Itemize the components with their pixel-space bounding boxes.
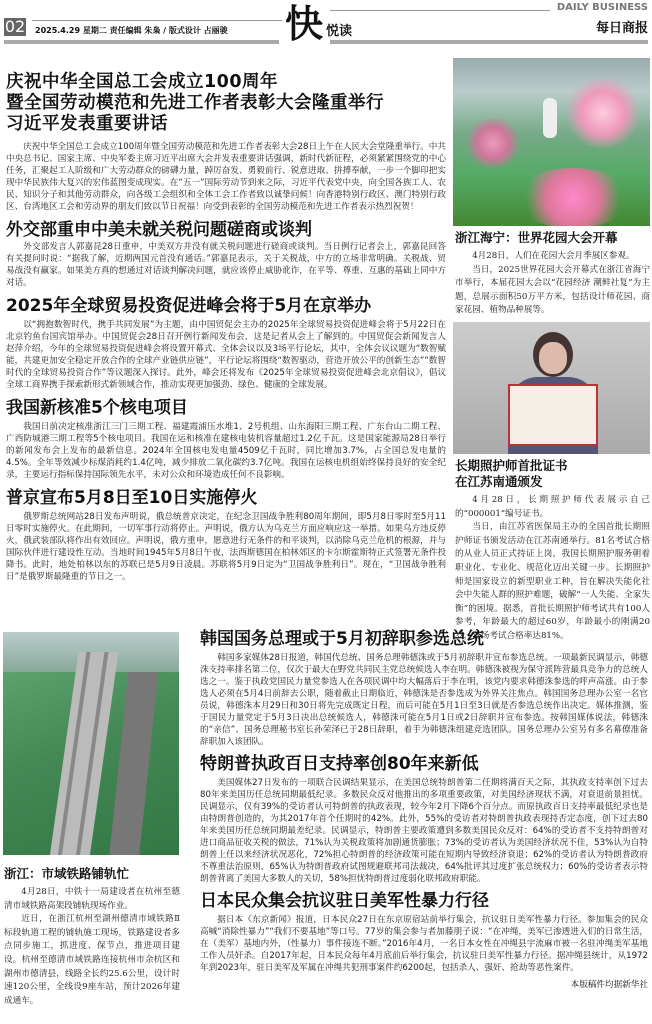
photo-caption-certificate [455, 458, 650, 644]
brand-en: DAILY BUSINESS [556, 2, 648, 13]
article-title: 2025年全球贸易投资促进峰会将于5月在京举办 [6, 296, 372, 316]
photo-title: 浙江：市域铁路铺轨忙 [4, 866, 130, 881]
caption-text: 4月28日，中铁十一局建设者在杭州至德清市域铁路高架段铺轨现场作业。 [4, 887, 180, 911]
article-title: 日本民众集会抗议驻日美军性暴力行径 [200, 891, 489, 911]
article-body: 美国媒体27日发布的一项联合民调结果显示，在美国总统特朗普第二任期将满百天之际，其执政支持率创下过去80年来美国历任总统同期最低纪录。多数民众反对他推出的多项重要政策，对美国经济现状不满，对衰退前景担忧。民调显示，仅有39%的受访者认可特朗普的执政表现，较今年2月下降6个百分点。而原执政百日支持率最低纪录也是由特朗普创造的，为其2017年首个任期时的42%。此外，55%的受访者对特朗普执政表现持否定态度，创下过去80年来美国历任总统同期最差纪录。民调显示，特朗普主要政策遭到多数美国民众反对：64%的受访者不支持特朗普对进口商品征收关税的做法，71%认为关税政策将加剧通货膨胀；73%的受访者认为美国经济状况不佳，53%认为自特朗普上任以来经济状况恶化，72%担心特朗普的经济政策可能在短期内导致经济衰退；62%的受访者认为特朗普政府不尊重法治原则，65%认为特朗普政府试图规避联邦司法裁决，64%批评其过度扩张总统权力；60%的受访者表示特朗普背离了美国大多数人的关切，58%担忧特朗普过度弱化联邦政府职能。 [200, 778, 648, 884]
left-column [6, 72, 446, 583]
article-trump-approval [200, 753, 648, 885]
article-body: 俄罗斯总统网站28日发布声明说，俄总统普京决定，在纪念卫国战争胜利80周年期间，即5月8日零时至5月11日零时实施停火。在此期间，一切军事行动将停止。声明说，俄方认为乌克兰方面应响应这一举措。如果乌方违反停火，俄武装部队将作出有效回应。声明说，俄方重申，愿意进行无条件的和平谈判，以消除乌克兰危机的根源，并与国际伙伴进行建设性互动。当地时间1945年5月8日午夜，法西斯德国在柏林郊区的卡尔斯霍斯特正式签署无条件投降书。此时，地处柏林以东的苏联已是5月9日凌晨。苏联将5月9日定为“卫国战争胜利日”。现在，“卫国战争胜利日”是俄罗斯最隆重的节日之一。 [6, 512, 446, 582]
header-bar [330, 40, 648, 44]
article-title: 我国新核准5个核电项目 [6, 398, 188, 418]
photo-title: 长期照护师首批证书 [455, 458, 568, 473]
article-trade-summit [6, 295, 446, 391]
article-foreign-ministry [6, 219, 446, 289]
article-title: 韩国国务总理或于5月初辞职参选总统 [200, 629, 484, 649]
lead-title-line: 习近平发表重要讲话 [6, 114, 168, 134]
source-credit: 本版稿件均据新华社 [570, 980, 648, 990]
header-bar [4, 40, 279, 44]
caption-text: 当日，2025世界花园大会开幕式在浙江省海宁市举行，本届花园大会以“花园经济 潮鲜社复”为主题，总展示面积50万平方米，包括设计师花园、商家花园、植物品种展等。 [455, 264, 650, 316]
header-rule [330, 10, 550, 11]
article-body: 韩国多家媒体28日报道，韩国代总统、国务总理韩德洙或于5月初辞职并宣布参选总统。一项最新民调显示，韩德洙支持率排名第二位，仅次于最大在野党共同民主党总统候选人李在明。韩德洙被视为保守派阵营最具竞争力的总统人选之一。鉴于执政党国民力量党参选人在各项民调中均大幅落后于李在明，该党内要求韩德洙参选的呼声高涨。由于参选人必须在5月4日前辞去公职，随着截止日期临近，韩德洙是否参选成为外界关注焦点。韩国国务总理办公室一名官员说，韩德洙本月29日和30日将先完成既定日程，而后可能在5月1日至3日就是否参选总统作出决定。媒体推测，鉴于国民力量党定于5月3日决出总统候选人，韩德洙可能在5月1日或2日辞职并宣布参选。按韩国媒体说法，韩德洙的“亲信”、国务总理秘书室长孙荣泽已于28日辞职，着手为韩德洙组建竞选团队。国务总理办公室另有多名幕僚准备辞职加入该团队。 [200, 653, 648, 747]
lead-headline [6, 72, 446, 135]
photo-caption-railway [4, 866, 180, 1008]
photo-title: 浙江海宁：世界花园大会开幕 [455, 230, 618, 245]
header-rule [32, 20, 282, 21]
lead-body: 庆祝中华全国总工会成立100周年暨全国劳动模范和先进工作者表彰大会28日上午在人民大会堂隆重举行。中共中央总书记、国家主席、中央军委主席习近平出席大会并发表重要讲话强调，新时代新征程，必须紧紧围绕党的中心任务，汇聚起工人阶级和广大劳动群众的磅礴力量，踔厉奋发、勇毅前行、锐意进取、拼搏奉献，一步一个脚印把实现中华民族伟大复兴的宏伟蓝图变成现实。在“五一”国际劳动节到来之际，习近平代表党中央，向全国各族工人、农民、知识分子和其他劳动群众，向各级工会组织和全体工会工作者致以诚挚问候！向香港特别行政区、澳门特别行政区、台湾地区工会和劳动界的朋友们致以节日祝福！向受到表彰的全国劳动模范和先进工作者表示热烈祝贺！ [6, 142, 446, 212]
article-korea-pm [200, 628, 648, 748]
article-title: 普京宣布5月8日至10日实施停火 [6, 488, 258, 508]
photo-flower-garden [453, 58, 650, 226]
article-putin-ceasefire [6, 487, 446, 583]
lead-title-line: 暨全国劳动模范和先进工作者表彰大会隆重举行 [6, 93, 384, 113]
article-title: 外交部重申中美未就关税问题磋商或谈判 [6, 220, 312, 240]
photo-railway [3, 632, 179, 855]
caption-text: 4月28日，人们在花园大会月季展区参观。 [472, 251, 635, 261]
page-number: 02 [4, 17, 26, 36]
article-japan-protest [200, 890, 648, 974]
photo-care-certificate [453, 322, 650, 454]
photo-title: 在江苏南通颁发 [455, 474, 543, 489]
article-body: 我国日前决定核准浙江三门三期工程、福建霞浦压水堆1、2号机组、山东海阳三期工程、广东台山二期工程、广西防城港三期工程等5个核电项目。我国在运和核准在建核电装机容量超过1.2亿千瓦。这是国家能源局28日举行的新闻发布会上发布的最新信息。2024年全国核电发电量4509亿千瓦时，同比增加3.7%，占全国总发电量的4.5%。全年等效减少标煤消耗约1.4亿吨，减少排放二氧化碳约3.7亿吨。我国在运核电机组始终保持良好的安全纪录，主要运行指标保持国际领先水平，未对公众和环境造成任何不良影响。 [6, 422, 446, 480]
lead-title-line: 庆祝中华全国总工会成立100周年 [6, 72, 279, 92]
brand-cn: 每日商报 [595, 21, 648, 36]
article-body: 以“拥抱数智时代，携手共同发展”为主题，由中国贸促会主办的2025年全球贸易投资促进峰会将于5月22日在北京钓鱼台国宾馆举办。中国贸促会28日召开例行新闻发布会，这是记者从会上了解到的。中国贸促会新闻发言人赵萍介绍，今年的全球贸易投资促进峰会将设置开幕式、全体会议以及3场平行论坛，其中，全体会议议题为“数智赋能，共建更加安全稳定开放合作的全球产业链供应链”，平行论坛将围绕“数智驱动，营造开放公平的创新生态”“数智时代的全球贸易投资合作”等议题深入探讨。此外，峰会还将发布《2025年全球贸易投资促进峰会北京倡议》，倡议全球工商界携手探索新形式新领域合作，推动实现更加强劲、绿色、健康的全球发展。 [6, 320, 446, 390]
caption-text: 近日，在浙江杭州至湖州德清市域铁路Ⅱ标段轨道工程的铺轨施工现场，铁路建设者多点同步施工，抓进度、保节点，推进项目建设。杭州至德清市域铁路连接杭州市余杭区和湖州市德清县，线路全长约25.6公里，设计时速120公里，全线设9座车站，预计2026年建成通车。 [4, 914, 180, 1006]
photo-caption-flower [455, 230, 650, 318]
article-body: 外交部发言人郭嘉昆28日重申，中美双方并没有就关税问题进行磋商或谈判。当日例行记者会上，郭嘉昆回答有关提问时说：“据我了解，近期两国元首没有通话。”郭嘉昆表示，关于关税战，中方的立场非常明确。关税战、贸易战没有赢家。如果美方真的想通过对话谈判解决问题，就应该停止威胁讹诈，在平等、尊重、互惠的基础上同中方对话。 [6, 242, 446, 288]
section-name: 悦读 [326, 24, 353, 39]
article-title: 特朗普执政百日支持率创80年来新低 [200, 754, 479, 774]
article-body: 据日本《东京新闻》报道，日本民众27日在东京原宿站前举行集会，抗议驻日美军性暴力行径。参加集会的民众高喊“消除性暴力”“我们不要基地”等口号。77岁的集会参与者加藤朋子说：“在冲绳，美军已渗透进入们的日常生活，在（美军）基地内外，（性暴力）事件接连不断。”2016年4月，一名日本女性在冲绳县宇流麻市被一名驻冲绳美军基地工作人员奸杀。自2017年起，日本民众每年4月底前后举行集会，抗议驻日美军性暴力行径。据冲绳县统计，从1972年到2023年，驻日美军及军属在冲绳共犯刑事案件约6200起，包括杀人、强奸、抢劫等恶性案件。 [200, 915, 648, 973]
section-logo-char: 快 [285, 1, 324, 46]
caption-text: 当日，由江苏省医保局主办的全国首批长期照护师证书颁发活动在江苏南通举行。81名考试合格的从业人员正式持证上岗，我国长期照护服务朝着职业化、专业化、规范化迈出关键一步。长期照护师是国家设立的新型职业工种，旨在解决失能化社会中失能人群的照护难题，破解“一人失能、全家失衡”的困境。据悉，首批长期照护师考试共有100人参考，年龄最大的超过60岁，年龄最小的刚满20岁，首场考试合格率达81%。 [455, 522, 650, 641]
right-lower-column [200, 628, 648, 991]
date-line: 2025.4.29 星期二 责任编辑 朱枭 / 版式设计 占丽骏 [35, 26, 228, 35]
article-nuclear [6, 397, 446, 481]
caption-text: 4月28日，长期照护师代表展示自己的“000001”编号证书。 [455, 495, 650, 519]
